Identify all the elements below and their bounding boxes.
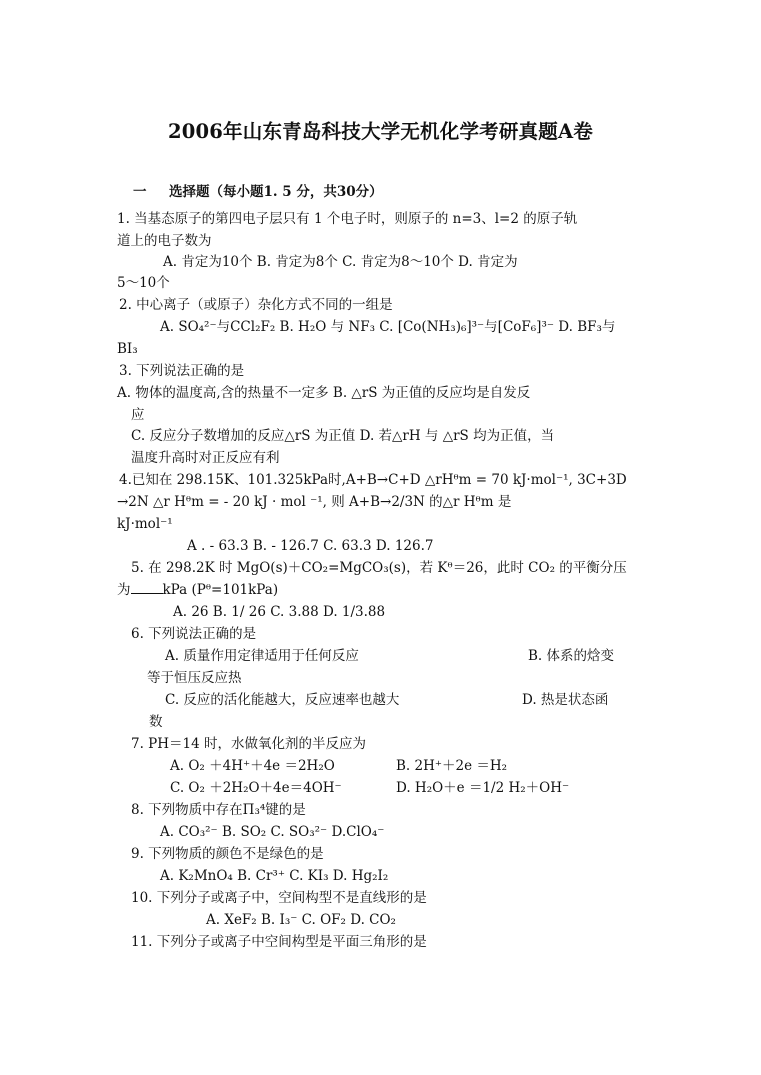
q6-option-b: B. 体系的焓变 bbox=[528, 648, 615, 664]
q6-option-a: A. 质量作用定律适用于任何反应 bbox=[165, 648, 359, 664]
q8-options: A. CO₃²⁻ B. SO₂ C. SO₃²⁻ D.ClO₄⁻ bbox=[160, 824, 385, 840]
q5-options: A. 26 B. 1/ 26 C. 3.88 D. 1/3.88 bbox=[173, 604, 386, 620]
q5-line1: 5. 在 298.2K 时 MgO(s)＋CO₂=MgCO₃(s)，若 Kᶿ＝26，此时 CO₂ 的平衡分压 bbox=[131, 560, 627, 576]
q3-option-b-cont: 应 bbox=[131, 407, 145, 423]
q2-stem: 2. 中心离子（或原子）杂化方式不同的一组是 bbox=[119, 297, 393, 313]
section-number: 一 bbox=[133, 184, 147, 200]
q5-line2 bbox=[117, 581, 278, 599]
q1-options-cont: 5～10个 bbox=[117, 275, 170, 291]
q6-option-b-cont: 等于恒压反应热 bbox=[147, 670, 242, 686]
q2-options: A. SO₄²⁻与CCl₂F₂ B. H₂O 与 NF₃ C. [Co(NH₃)₆]³⁻与[CoF₆]³⁻ D. BF₃与 bbox=[160, 319, 616, 335]
q4-line2: →2N △r Hᶿm = - 20 kJ · mol ⁻¹, 则 A+B→2/3N 的△r Hᶿm 是 bbox=[117, 494, 512, 510]
q6-option-d: D. 热是状态函 bbox=[522, 692, 609, 708]
q3-option-a-b: A. 物体的温度高,含的热量不一定多 B. △rS 为正值的反应均是自发反 bbox=[117, 385, 531, 401]
q6-option-c: C. 反应的活化能越大，反应速率也越大 bbox=[165, 692, 400, 708]
q9-stem: 9. 下列物质的颜色不是绿色的是 bbox=[131, 846, 324, 862]
q7-option-d: D. H₂O＋e ＝1/2 H₂＋OH⁻ bbox=[396, 780, 570, 796]
q7-option-b: B. 2H⁺＋2e ＝H₂ bbox=[396, 758, 508, 774]
q4-line1: 4.已知在 298.15K、101.325kPa时,A+B→C+D △rHᶿm = 70 kJ·mol⁻¹, 3C+3D bbox=[119, 472, 627, 488]
section-label: 选择题（每小题1. 5 分，共30分） bbox=[169, 184, 383, 200]
q10-stem: 10. 下列分子或离子中，空间构型不是直线形的是 bbox=[131, 890, 427, 906]
page-title: 2006年山东青岛科技大学无机化学考研真题A卷 bbox=[167, 120, 593, 143]
q3-option-c-d: C. 反应分子数增加的反应△rS 为正值 D. 若△rH 与 △rS 均为正值，当 bbox=[131, 428, 555, 444]
q10-options: A. XeF₂ B. I₃⁻ C. OF₂ D. CO₂ bbox=[206, 912, 396, 928]
q6-option-d-cont: 数 bbox=[149, 714, 163, 730]
q4-line3: kJ·mol⁻¹ bbox=[117, 516, 173, 532]
q7-stem: 7. PH＝14 时，水做氧化剂的半反应为 bbox=[131, 736, 366, 752]
q4-options: A . - 63.3 B. - 126.7 C. 63.3 D. 126.7 bbox=[187, 538, 434, 554]
q1-line2: 道上的电子数为 bbox=[117, 233, 212, 249]
section-heading bbox=[133, 180, 383, 200]
q3-stem: 3. 下列说法正确的是 bbox=[119, 363, 245, 379]
q2-options-cont: BI₃ bbox=[117, 341, 138, 357]
q8-stem: 8. 下列物质中存在Π₃⁴键的是 bbox=[131, 802, 306, 818]
q3-option-d-cont: 温度升高时对正反应有利 bbox=[131, 450, 280, 466]
q7-option-c: C. O₂ ＋2H₂O＋4e＝4OH⁻ bbox=[170, 780, 342, 796]
q11-stem: 11. 下列分子或离子中空间构型是平面三角形的是 bbox=[131, 934, 427, 950]
q9-options: A. K₂MnO₄ B. Cr³⁺ C. KI₃ D. Hg₂I₂ bbox=[160, 868, 389, 884]
q6-stem: 6. 下列说法正确的是 bbox=[131, 626, 257, 642]
q7-option-a: A. O₂ ＋4H⁺＋4e ＝2H₂O bbox=[170, 758, 335, 774]
q1-options: A. 肯定为10个 B. 肯定为8个 C. 肯定为8～10个 D. 肯定为 bbox=[163, 254, 518, 270]
answer-blank bbox=[131, 581, 163, 594]
q1-line1: 1. 当基态原子的第四电子层只有 1 个电子时，则原子的 n=3、l=2 的原子轨 bbox=[117, 211, 578, 227]
q5-unit: kPa (Pᶿ=101kPa) bbox=[162, 582, 279, 598]
q5-prefix: 为 bbox=[117, 582, 131, 598]
